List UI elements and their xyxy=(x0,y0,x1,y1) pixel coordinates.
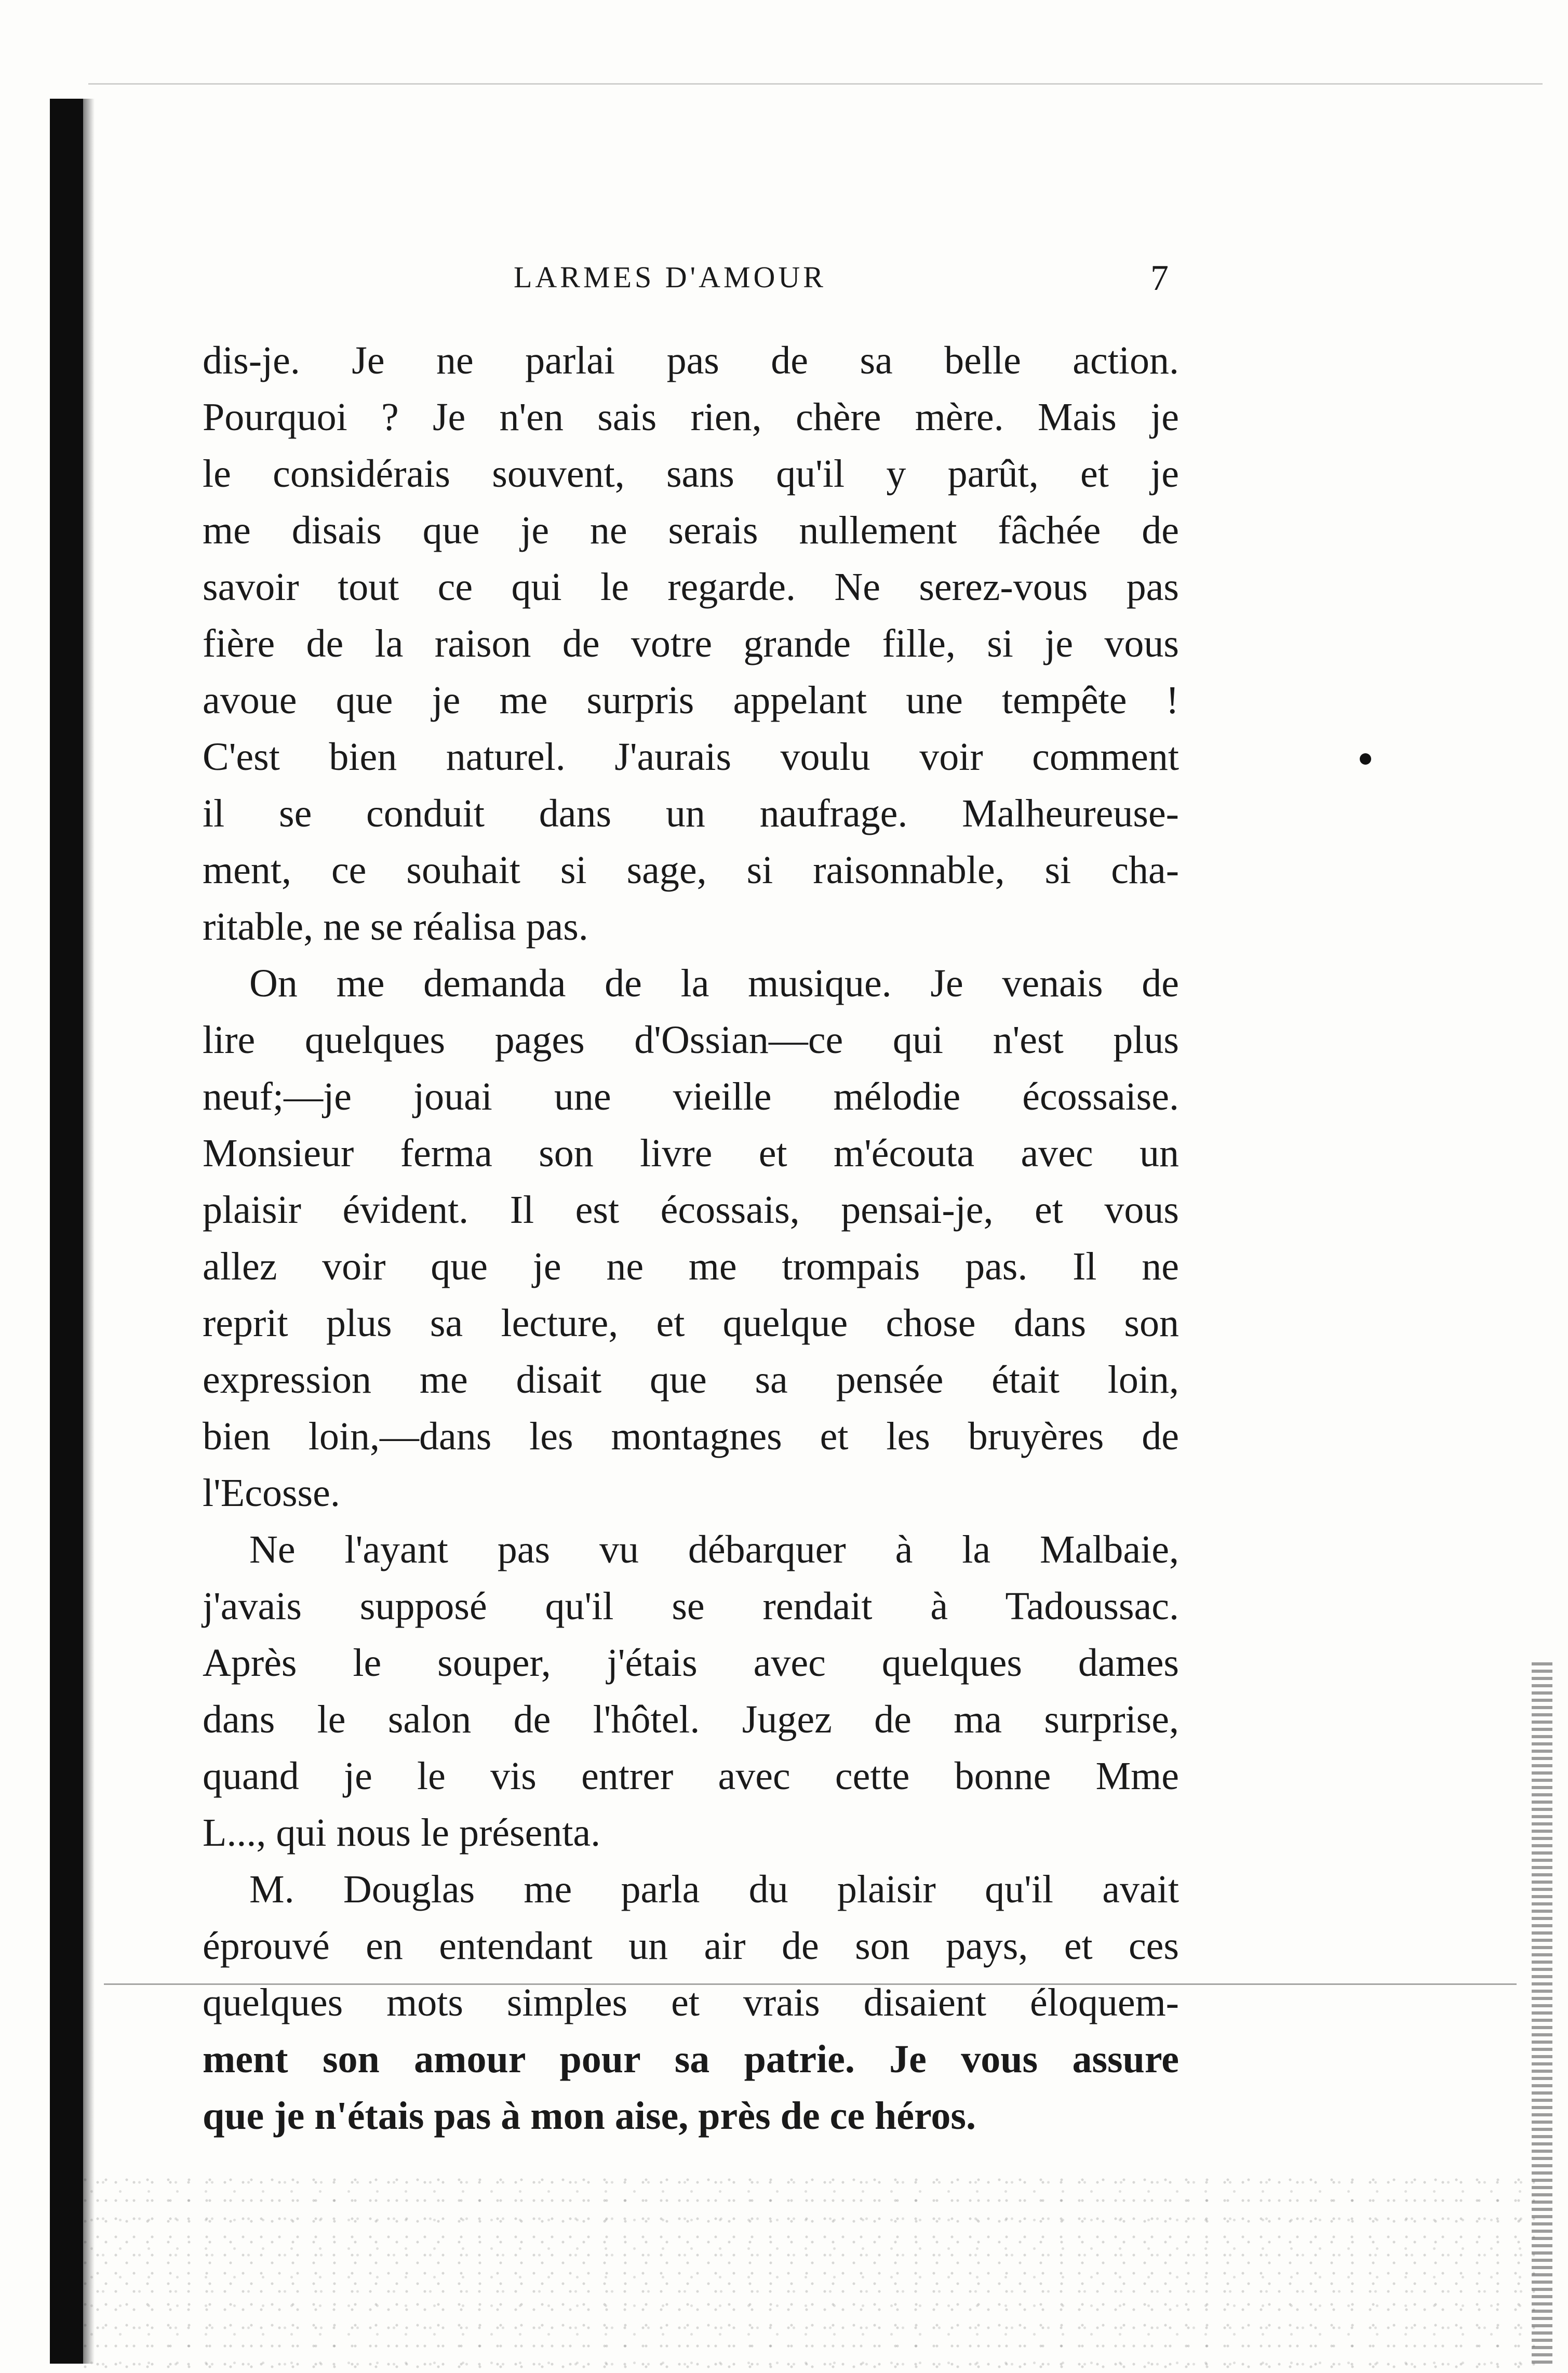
bottom-scan-noise xyxy=(83,2171,1537,2373)
top-edge-line xyxy=(88,83,1543,85)
text-line: l'Ecosse. xyxy=(203,1471,340,1515)
text-line: avoue que je me surpris appelant une tempête ! xyxy=(203,678,1179,722)
running-title: LARMES D'AMOUR xyxy=(513,260,826,294)
text-line: C'est bien naturel. J'aurais voulu voir comment xyxy=(203,735,1179,779)
text-line: me disais que je ne serais nullement fâchée de xyxy=(203,509,1179,552)
text-line: j'avais supposé qu'il se rendait à Tadoussac. xyxy=(203,1584,1179,1628)
text-line: dans le salon de l'hôtel. Jugez de ma surprise, xyxy=(203,1698,1179,1741)
text-line: Monsieur ferma son livre et m'écouta avec un xyxy=(203,1131,1179,1175)
text-line: Ne l'ayant pas vu débarquer à la Malbaie, xyxy=(249,1528,1179,1571)
spine-gradient xyxy=(83,99,95,2364)
text-line: fière de la raison de votre grande fille, si je vous xyxy=(203,622,1179,665)
text-line: que je n'étais pas à mon aise, près de ce héros. xyxy=(203,2094,976,2138)
text-line: allez voir que je ne me trompais pas. Il ne xyxy=(203,1245,1179,1288)
text-line: Pourquoi ? Je n'en sais rien, chère mère. Mais je xyxy=(203,395,1179,439)
text-line: il se conduit dans un naufrage. Malheureuse- xyxy=(203,792,1179,835)
text-line: expression me disait que sa pensée était loin, xyxy=(203,1358,1179,1402)
body-text xyxy=(203,332,1179,2144)
text-line: savoir tout ce qui le regarde. Ne serez-vous pas xyxy=(203,565,1179,609)
page-number: 7 xyxy=(1150,258,1169,298)
text-line: reprit plus sa lecture, et quelque chose dans son xyxy=(203,1301,1179,1345)
text-line: ritable, ne se réalisa pas. xyxy=(203,905,588,949)
text-line: ment, ce souhait si sage, si raisonnable, si cha- xyxy=(203,848,1179,892)
text-line: quand je le vis entrer avec cette bonne Mme xyxy=(203,1754,1179,1798)
text-line: le considérais souvent, sans qu'il y parût, et je xyxy=(203,452,1179,496)
text-line: neuf;—je jouai une vieille mélodie écossaise. xyxy=(203,1075,1179,1118)
text-line: dis-je. Je ne parlai pas de sa belle action. xyxy=(203,339,1179,382)
text-line: L..., qui nous le présenta. xyxy=(203,1811,601,1855)
text-line: lire quelques pages d'Ossian—ce qui n'est plus xyxy=(203,1018,1179,1062)
text-line: M. Douglas me parla du plaisir qu'il avait xyxy=(249,1868,1179,1911)
text-line: plaisir évident. Il est écossais, pensai-je, et vous xyxy=(203,1188,1179,1232)
text-line: On me demanda de la musique. Je venais de xyxy=(249,962,1179,1005)
text-line: éprouvé en entendant un air de son pays, et ces xyxy=(203,1924,1179,1968)
text-line: quelques mots simples et vrais disaient éloquem- xyxy=(203,1981,1179,2024)
text-line: ment son amour pour sa patrie. Je vous assure xyxy=(203,2037,1179,2081)
text-line: bien loin,—dans les montagnes et les bruyères de xyxy=(203,1415,1179,1458)
book-spine-shadow xyxy=(50,99,83,2364)
page-header xyxy=(171,260,1169,301)
ink-speck xyxy=(1360,753,1371,765)
text-line: Après le souper, j'étais avec quelques dames xyxy=(203,1641,1179,1685)
